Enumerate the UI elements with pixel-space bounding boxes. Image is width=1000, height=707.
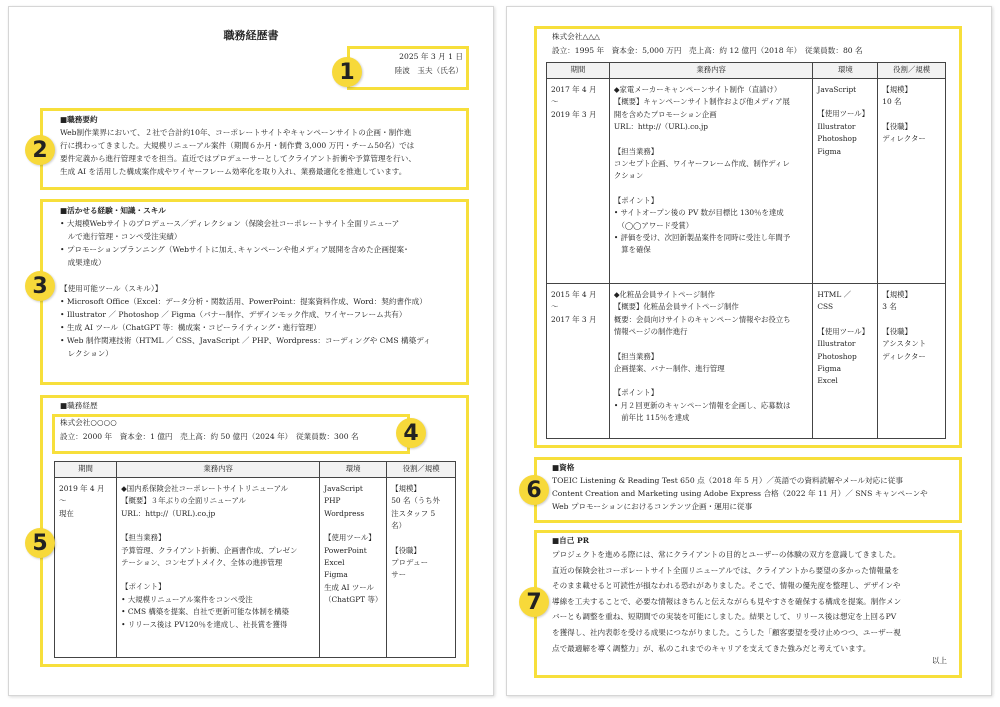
- cell-line: 2019 年 4 月: [59, 484, 105, 493]
- cell-line: ◆国内系保険会社コーポレートサイトリニューアル: [121, 484, 289, 493]
- cell-line: 【担当業務】: [613, 146, 659, 156]
- cell-line: 【ポイント】: [613, 388, 659, 398]
- col-environment: 環境: [320, 462, 387, 478]
- period-cell: [547, 79, 610, 284]
- cell-line: ～: [551, 97, 559, 107]
- cell-line: 3 名: [882, 302, 897, 312]
- summary-line: Web制作業界において、２社で合計約10年、コーポレートサイトやキャンペーンサイトの企画・制作進: [60, 128, 412, 137]
- qualification-line: Content Creation and Marketing using Adobe Express 合格（2022 年 11 月）／ SNS キャンペーンや: [552, 489, 928, 498]
- tools-heading: 【使用可能ツール（スキル）】: [60, 284, 163, 293]
- content-cell: [609, 79, 813, 284]
- period-cell: [55, 478, 117, 658]
- cell-line: ～: [59, 496, 67, 506]
- cell-line: 【規模】: [882, 290, 912, 299]
- cell-line: • 評価を受け、次回新製品案件を同時に受注し年間予: [613, 233, 791, 243]
- table-row: [547, 79, 946, 284]
- company-name: 株式会社○○○○: [60, 418, 117, 427]
- company-name: 株式会社△△△: [552, 32, 600, 41]
- cell-line: 【使用ツール】: [817, 109, 869, 119]
- career-heading: ■職務経歴: [60, 401, 98, 410]
- applicant-name: 陸波 玉夫（氏名）: [394, 66, 463, 75]
- summary-heading: ■職務要約: [60, 115, 98, 124]
- environment-cell: [813, 284, 878, 439]
- cell-line: 【使用ツール】: [324, 533, 376, 543]
- skills-heading: ■活かせる経験・知識・スキル: [60, 206, 166, 215]
- cell-line: サー: [391, 570, 407, 580]
- cell-line: ディレクター: [882, 351, 926, 361]
- self-pr-line: を獲得し、社内表彰を受ける成果につながりました。こうした「顧客要望を受け止めつつ、ユーザー視: [552, 627, 901, 637]
- self-pr-section: [552, 534, 901, 656]
- cell-line: 【規模】: [882, 85, 912, 94]
- tools-line: レクション）: [60, 349, 113, 358]
- content-cell: [609, 284, 813, 439]
- cell-line: Figma: [817, 364, 842, 374]
- cell-line: HTML ／: [817, 290, 851, 299]
- cell-line: Excel: [324, 558, 345, 568]
- summary-line: 要件定義から進行管理までを担当。直近ではプロデューサーとしてクライアント折衝や予算管理を行い、: [60, 154, 416, 163]
- summary-section: [60, 113, 416, 178]
- cell-line: 2015 年 4 月: [551, 290, 597, 299]
- cell-line: 注スタッフ 5: [391, 508, 436, 518]
- line-gap: [817, 314, 873, 326]
- table-row: [55, 478, 456, 658]
- cell-line: • CMS 構築を提案、自社で更新可能な体制を構築: [121, 607, 289, 617]
- tools-line: • Illustrator ／ Photoshop ／ Figma（バナー制作、デザインモック作成、ワイヤーフレーム共有）: [60, 310, 407, 319]
- content-cell: [117, 478, 320, 658]
- line-gap: [882, 109, 941, 121]
- cell-line: Photoshop: [817, 351, 857, 361]
- resume-page-2: [506, 6, 992, 696]
- cell-line: 【役職】: [882, 326, 912, 336]
- cell-line: URL：http://（URL).co.jp: [121, 508, 216, 518]
- cell-line: 予算管理、クライアント折衝、企画書作成、プレゼン: [121, 545, 298, 555]
- self-pr-line: プロジェクトを進める際には、常にクライアントの目的とユーザーの体験の双方を意識してきました。: [552, 550, 901, 559]
- environment-cell: [813, 79, 878, 284]
- cell-line: Excel: [817, 376, 838, 386]
- cell-line: テーション、コンセプトメイク、全体の進捗管理: [121, 558, 283, 568]
- cell-line: PowerPoint: [324, 545, 367, 555]
- cell-line: 50 名（うち外: [391, 496, 440, 506]
- badge-7: 7: [519, 587, 549, 617]
- cell-line: 前年比 115％を達成: [613, 413, 690, 423]
- environment-cell: [320, 478, 387, 658]
- self-pr-line: バーとも調整を重ね、短期間での実装を可能にしました。結果として、リリース後は想定を上回るPV: [552, 612, 897, 622]
- cell-line: 【役職】: [882, 121, 912, 131]
- qualification-line: Web プロモーションにおけるコンテンツ企画・運用に従事: [552, 502, 753, 511]
- skills-section: [60, 204, 431, 360]
- col-environment: 環境: [813, 63, 878, 79]
- cell-line: 情報ページの制作進行: [613, 327, 688, 337]
- badge-3: 3: [25, 271, 55, 301]
- table-header-row: [547, 63, 946, 79]
- col-period: 期間: [547, 63, 610, 79]
- company-info: 設立：1995 年 資本金：5,000 万円 売上高：約 12 億円（2018 年） 従業員数：80 名: [552, 46, 863, 55]
- line-gap: [614, 134, 809, 146]
- cell-line: 【概要】キャンペーンサイト制作および他メディア展: [613, 97, 790, 107]
- cell-line: 企画提案、バナー制作、進行管理: [613, 364, 725, 374]
- skills-line: • 大規模Webサイトのプロデュース／ディレクション（保険会社コーポレートサイト全面リニューア: [60, 219, 400, 228]
- cell-line: プロデュー: [391, 558, 428, 568]
- cell-line: 【役職】: [391, 545, 421, 555]
- cell-line: • リリース後は PV120％を達成し、社長賞を獲得: [121, 619, 288, 629]
- resume-page-1: [8, 6, 494, 696]
- cell-line: • 大規模リニューアル案件をコンペ受注: [121, 594, 253, 604]
- cell-line: 2019 年 3 月: [551, 109, 597, 119]
- cell-line: JavaScript: [817, 85, 857, 94]
- cell-line: Figma: [324, 570, 348, 580]
- role-cell: [878, 284, 946, 439]
- tools-line: • Microsoft Office（Excel：データ分析・関数活用、PowerPoint：提案資料作成、Word：契約書作成）: [60, 297, 427, 306]
- cell-line: 【規模】: [391, 484, 421, 493]
- cell-line: クション: [613, 171, 644, 181]
- cell-line: 2017 年 4 月: [551, 85, 597, 94]
- line-gap: [391, 533, 451, 545]
- line-gap: [817, 96, 873, 108]
- cell-line: PHP: [324, 496, 341, 506]
- badge-6: 6: [519, 475, 549, 505]
- cell-line: ディレクター: [882, 134, 926, 144]
- line-gap: [121, 569, 315, 581]
- table-row: [547, 284, 946, 439]
- col-role: 役割／規模: [387, 462, 456, 478]
- cell-line: Figma: [817, 146, 842, 156]
- badge-5: 5: [25, 528, 55, 558]
- cell-line: Wordpress: [324, 508, 365, 518]
- cell-line: アシスタント: [882, 339, 927, 349]
- cell-line: Illustrator: [817, 121, 856, 131]
- cell-line: ◆化粧品会員サイトページ制作: [613, 290, 715, 299]
- document-date: 2025 年 3 月 1 日: [399, 52, 463, 61]
- role-cell: [387, 478, 456, 658]
- line-gap: [121, 520, 315, 532]
- skills-line: 成果達成）: [60, 258, 106, 267]
- cell-line: 生成 AI ツール: [324, 582, 374, 592]
- cell-line: 【担当業務】: [121, 533, 166, 543]
- company-info: 設立：2000 年 資本金：1 億円 売上高：約 50 億円（2024 年） 従業員数：300 名: [60, 432, 359, 441]
- cell-line: 【使用ツール】: [817, 326, 869, 336]
- cell-line: 開を含めたプロモーション企画: [613, 109, 717, 119]
- skills-line: ルで進行管理・コンペ受注実績）: [60, 232, 182, 241]
- document-title: 職務経歴書: [223, 29, 279, 42]
- cell-line: 概要：会員向けサイトのキャンペーン情報やお役立ち: [613, 314, 791, 324]
- col-content: 業務内容: [609, 63, 813, 79]
- cell-line: （◯◯アワード受賞）: [613, 220, 694, 230]
- cell-line: 【ポイント】: [121, 582, 166, 592]
- line-gap: [614, 375, 809, 387]
- cell-line: 算を確保: [613, 245, 651, 255]
- skills-line: • プロモーションプランニング（Webサイトに加え､キャンペーンや他メディア展開を含めた企画提案･: [60, 245, 408, 254]
- line-gap: [324, 520, 382, 532]
- col-role: 役割／規模: [878, 63, 946, 79]
- cell-line: Illustrator: [817, 339, 856, 349]
- self-pr-line: そのまま載せると可読性が損なわれる恐れがありました。そこで、情報の優先度を整理し、デザインや: [552, 581, 901, 591]
- self-pr-line: 導線を工夫することで、必要な情報はきちんと伝えながらも見やすさを確保する構成を提案。制作メン: [552, 596, 902, 606]
- table-header-row: [55, 462, 456, 478]
- cell-line: 10 名: [882, 97, 902, 107]
- career-table-1: [54, 461, 456, 658]
- cell-line: 2017 年 3 月: [551, 314, 597, 324]
- badge-4: 4: [396, 418, 426, 448]
- cell-line: 【担当業務】: [613, 351, 659, 361]
- cell-line: JavaScript: [324, 484, 363, 493]
- cell-line: Photoshop: [817, 134, 857, 144]
- badge-2: 2: [25, 135, 55, 165]
- period-cell: [547, 284, 610, 439]
- cell-line: ◆家電メーカーキャンペーンサイト制作（直請け）: [613, 85, 782, 94]
- self-pr-line: 点で最適解を導く調整力」が、私のこれまでのキャリアを支えてきた強みだと考えています。: [552, 643, 871, 653]
- summary-line: 行に携わってきました。大規模リニューアル案件（期間６か月・制作費 3,000 万円・チーム50名）では: [60, 141, 415, 150]
- cell-line: 名）: [391, 521, 407, 531]
- qualifications-section: [552, 461, 928, 513]
- tools-line: • 生成 AI ツール（ChatGPT 等：構成案・コピーライティング・進行管理）: [60, 323, 321, 332]
- col-period: 期間: [55, 462, 117, 478]
- line-gap: [614, 339, 809, 351]
- cell-line: ～: [551, 302, 559, 312]
- self-pr-heading: ■自己 PR: [552, 536, 590, 545]
- cell-line: （ChatGPT 等）: [324, 595, 383, 605]
- role-cell: [878, 79, 946, 284]
- cell-line: コンセプト企画、ワイヤーフレーム作成、制作ディレ: [613, 159, 790, 169]
- career-table-2: [546, 62, 946, 439]
- line-gap: [614, 183, 809, 195]
- badge-1: 1: [332, 57, 362, 87]
- cell-line: 【概要】化粧品会員サイトページ制作: [613, 302, 739, 312]
- line-gap: [882, 314, 941, 326]
- qualifications-heading: ■資格: [552, 463, 575, 472]
- closing-text: 以上: [931, 656, 947, 665]
- cell-line: • 月２回更新のキャンペーン情報を企画し、応募数は: [613, 400, 791, 410]
- cell-line: CSS: [817, 302, 834, 312]
- col-content: 業務内容: [117, 462, 320, 478]
- qualification-line: TOEIC Listening & Reading Test 650 点（2018 年 5 月）／英語での資料読解やメール対応に従事: [552, 476, 903, 485]
- cell-line: 【概要】３年ぶりの全面リニューアル: [121, 496, 246, 506]
- self-pr-line: 直近の保険会社コーポレートサイト全面リニューアルでは、クライアントから要望の多かった情報量を: [552, 565, 900, 575]
- cell-line: 【ポイント】: [613, 195, 659, 205]
- cell-line: 現在: [59, 508, 74, 518]
- cell-line: URL：http://（URL).co.jp: [613, 122, 708, 132]
- tools-line: • Web 制作関連技術（HTML ／ CSS、JavaScript ／ PHP、Wordpress：コーディングや CMS 構築ディ: [60, 336, 431, 345]
- cell-line: • サイトオープン後の PV 数が目標比 130％を達成: [613, 208, 784, 218]
- summary-line: 生成 AI を活用した構成案作成やワイヤーフレーム効率化を取り入れ、業務最適化を推進しています。: [60, 167, 407, 176]
